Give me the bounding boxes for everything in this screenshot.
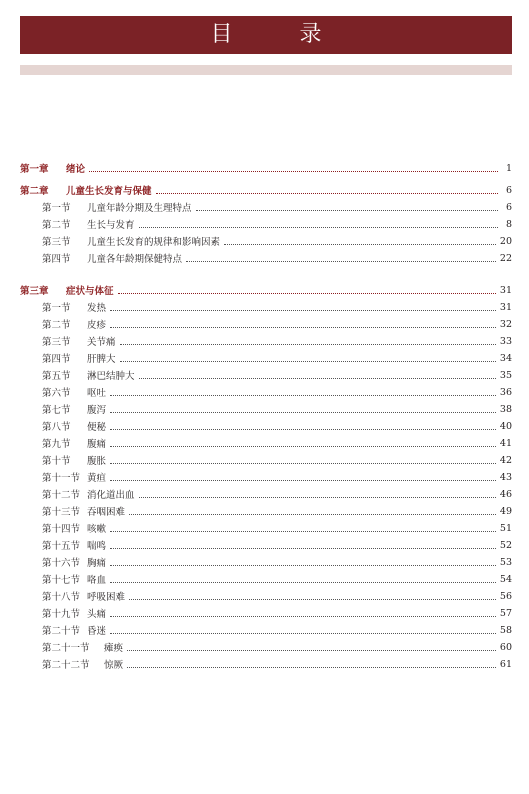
toc-entry-number: 第十九节 (42, 609, 81, 620)
toc-dot-leader (127, 667, 496, 668)
toc-section-row[interactable] (20, 537, 512, 553)
toc-dot-leader (110, 412, 496, 413)
toc-dot-leader (139, 378, 496, 379)
toc-entry-number: 第二章 (20, 186, 49, 197)
toc-entry-number: 第一节 (42, 303, 71, 314)
toc-dot-leader (139, 497, 496, 498)
toc-chapter-row[interactable] (20, 282, 512, 298)
toc-section-row[interactable] (20, 350, 512, 366)
toc-section-row[interactable] (20, 622, 512, 638)
toc-page-number: 53 (499, 556, 512, 568)
toc-dot-leader (127, 650, 496, 651)
toc-section-row[interactable] (20, 401, 512, 417)
toc-section-row[interactable] (20, 503, 512, 519)
toc-dot-leader (110, 531, 496, 532)
toc-dot-leader (110, 616, 496, 617)
toc-entry-title: 儿童年龄分期及生理特点 (87, 203, 192, 214)
toc-page-number: 6 (505, 184, 512, 196)
toc-entry-number: 第十三节 (42, 507, 81, 518)
toc-page-number: 31 (499, 284, 512, 296)
toc-page-number: 41 (499, 437, 512, 449)
toc-dot-leader (139, 227, 498, 228)
toc-page-number: 58 (499, 624, 512, 636)
toc-dot-leader (110, 395, 496, 396)
toc-entry-title: 咯血 (87, 575, 107, 586)
toc-section-row[interactable] (20, 639, 512, 655)
toc-page-number: 61 (499, 658, 512, 670)
toc-entry-title: 关节痛 (87, 337, 116, 348)
toc-dot-leader (118, 293, 496, 294)
toc-page-number: 40 (499, 420, 512, 432)
toc-dot-leader (196, 210, 498, 211)
toc-entry-title: 惊厥 (104, 660, 124, 671)
toc-page-number: 32 (499, 318, 512, 330)
toc-section-row[interactable] (20, 233, 512, 249)
toc-page-number: 56 (499, 590, 512, 602)
toc-page-number: 52 (499, 539, 512, 551)
toc-dot-leader (129, 514, 496, 515)
toc-page-number: 36 (499, 386, 512, 398)
toc-entry-number: 第五节 (42, 371, 71, 382)
toc-entry-number: 第六节 (42, 388, 71, 399)
toc-page-number: 60 (499, 641, 512, 653)
toc-entry-title: 发热 (87, 303, 107, 314)
toc-entry-number: 第十四节 (42, 524, 81, 535)
toc-entry-title: 肝脾大 (87, 354, 116, 365)
toc-section-row[interactable] (20, 333, 512, 349)
toc-entry-title: 皮疹 (87, 320, 107, 331)
toc-dot-leader (110, 446, 496, 447)
toc-entry-title: 呕吐 (87, 388, 107, 399)
toc-entry-number: 第九节 (42, 439, 71, 450)
toc-dot-leader (156, 193, 498, 194)
toc-entry-number: 第七节 (42, 405, 71, 416)
toc-section-row[interactable] (20, 469, 512, 485)
toc-section-row[interactable] (20, 299, 512, 315)
toc-dot-leader (224, 244, 496, 245)
toc-entry-title: 呼吸困难 (87, 592, 126, 603)
toc-dot-leader (110, 310, 496, 311)
toc-page-number: 1 (505, 162, 512, 174)
toc-page-number: 8 (505, 218, 512, 230)
toc-dot-leader (120, 344, 496, 345)
toc-section-row[interactable] (20, 435, 512, 451)
toc-entry-number: 第八节 (42, 422, 71, 433)
toc-entry-number: 第二十二节 (42, 660, 90, 671)
toc-entry-number: 第二十节 (42, 626, 81, 637)
toc-section-row[interactable] (20, 520, 512, 536)
toc-dot-leader (89, 171, 498, 172)
toc-entry-number: 第一章 (20, 164, 49, 175)
toc-entry-number: 第二节 (42, 320, 71, 331)
toc-section-row[interactable] (20, 418, 512, 434)
toc-dot-leader (110, 633, 496, 634)
toc-section-row[interactable] (20, 216, 512, 232)
toc-page-number: 49 (499, 505, 512, 517)
toc-entry-number: 第四节 (42, 254, 71, 265)
toc-entry-number: 第十八节 (42, 592, 81, 603)
toc-page-number: 51 (499, 522, 512, 534)
toc-page-number: 43 (499, 471, 512, 483)
toc-entry-number: 第一节 (42, 203, 71, 214)
toc-section-row[interactable] (20, 367, 512, 383)
toc-entry-title: 头痛 (87, 609, 107, 620)
toc-dot-leader (110, 548, 496, 549)
toc-page-number: 33 (499, 335, 512, 347)
toc-section-row[interactable] (20, 656, 512, 672)
toc-dot-leader (186, 261, 496, 262)
toc-dot-leader (110, 582, 496, 583)
toc-page-number: 20 (499, 235, 512, 247)
toc-dot-leader (110, 463, 496, 464)
toc-chapter-row[interactable] (20, 182, 512, 198)
toc-section-row[interactable] (20, 605, 512, 621)
toc-entry-title: 腹泻 (87, 405, 107, 416)
toc-page-number: 46 (499, 488, 512, 500)
decorative-strip (20, 65, 512, 75)
toc-entry-title: 淋巴结肿大 (87, 371, 135, 382)
toc-page-number: 31 (499, 301, 512, 313)
toc-entry-number: 第十节 (42, 456, 71, 467)
toc-entry-number: 第三章 (20, 286, 49, 297)
toc-section-row[interactable] (20, 571, 512, 587)
toc-dot-leader (129, 599, 496, 600)
toc-chapter-row[interactable] (20, 160, 512, 176)
toc-entry-number: 第三节 (42, 337, 71, 348)
page-title: 目 录 (210, 22, 352, 47)
toc-entry-number: 第二节 (42, 220, 71, 231)
toc-section-row[interactable] (20, 384, 512, 400)
toc-entry-number: 第十二节 (42, 490, 81, 501)
toc-dot-leader (110, 429, 496, 430)
toc-dot-leader (110, 327, 496, 328)
toc-title-banner (20, 16, 512, 54)
toc-section-row[interactable] (20, 588, 512, 604)
toc-page-number: 34 (499, 352, 512, 364)
toc-dot-leader (110, 565, 496, 566)
toc-section-row[interactable] (20, 250, 512, 266)
toc-entry-number: 第三节 (42, 237, 71, 248)
toc-entry-title: 消化道出血 (87, 490, 135, 501)
toc-entry-number: 第四节 (42, 354, 71, 365)
toc-entry-number: 第十七节 (42, 575, 81, 586)
toc-entry-title: 吞咽困难 (87, 507, 126, 518)
toc-page-number: 38 (499, 403, 512, 415)
toc-entry-number: 第十一节 (42, 473, 81, 484)
toc-section-row[interactable] (20, 554, 512, 570)
toc-section-row[interactable] (20, 199, 512, 215)
toc-dot-leader (110, 480, 496, 481)
toc-entry-title: 咳嗽 (87, 524, 107, 535)
toc-entry-title: 绪论 (66, 164, 86, 175)
toc-section-row[interactable] (20, 486, 512, 502)
toc-page-number: 22 (499, 252, 512, 264)
toc-entry-title: 儿童生长发育与保健 (66, 186, 152, 197)
toc-entry-number: 第二十一节 (42, 643, 90, 654)
toc-entry-title: 喘鸣 (87, 541, 107, 552)
toc-page-number: 54 (499, 573, 512, 585)
toc-entry-title: 儿童生长发育的规律和影响因素 (87, 237, 221, 248)
toc-page-number: 57 (499, 607, 512, 619)
toc-entry-title: 黄疸 (87, 473, 107, 484)
toc-entry-title: 瘫痪 (104, 643, 124, 654)
toc-section-row[interactable] (20, 452, 512, 468)
toc-entry-title: 腹胀 (87, 456, 107, 467)
toc-dot-leader (120, 361, 496, 362)
toc-entry-title: 昏迷 (87, 626, 107, 637)
toc-entry-title: 症状与体征 (66, 286, 114, 297)
toc-entry-title: 腹痛 (87, 439, 107, 450)
toc-entry-title: 儿童各年龄期保健特点 (87, 254, 183, 265)
toc-page-number: 35 (499, 369, 512, 381)
toc-entry-title: 便秘 (87, 422, 107, 433)
toc-section-row[interactable] (20, 316, 512, 332)
toc-entry-title: 生长与发育 (87, 220, 135, 231)
toc-entry-title: 胸痛 (87, 558, 107, 569)
toc-page-number: 42 (499, 454, 512, 466)
toc-entry-number: 第十六节 (42, 558, 81, 569)
toc-entry-number: 第十五节 (42, 541, 81, 552)
toc-page-number: 6 (505, 201, 512, 213)
